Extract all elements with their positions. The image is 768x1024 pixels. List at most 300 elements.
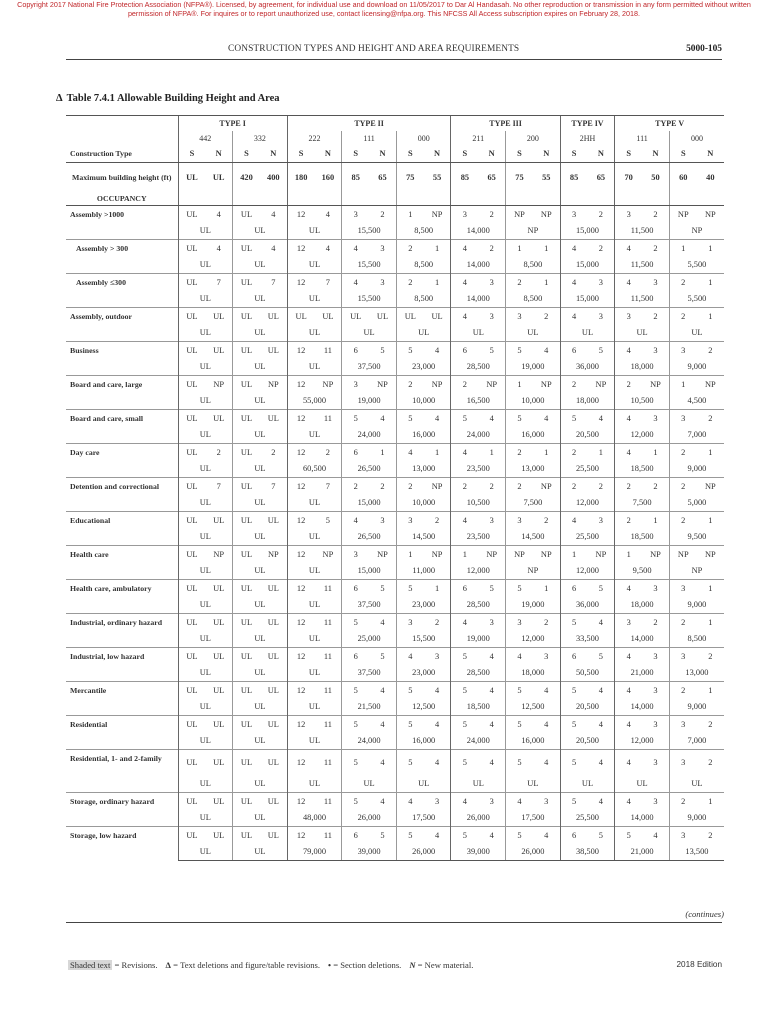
- area-cell: 18,500: [451, 699, 506, 716]
- stories-cell: UL: [233, 240, 260, 258]
- stories-cell: 2: [697, 410, 724, 428]
- stories-cell: 4: [560, 512, 587, 530]
- sn-header: N: [533, 146, 560, 163]
- empty-cell: [615, 193, 642, 206]
- stories-cell: 5: [560, 793, 587, 811]
- max-height-cell: 60: [669, 163, 696, 194]
- stories-cell: 12: [287, 750, 314, 777]
- stories-cell: 4: [506, 648, 533, 666]
- stories-cell: 2: [396, 240, 423, 258]
- empty-cell: [369, 193, 396, 206]
- occupancy-stories-row: [66, 716, 724, 734]
- area-cell: 5,500: [669, 257, 724, 274]
- stories-cell: NP: [669, 206, 696, 224]
- area-cell: 12,500: [506, 699, 561, 716]
- max-height-cell: 75: [396, 163, 423, 194]
- stories-cell: NP: [315, 376, 342, 394]
- stories-cell: UL: [233, 478, 260, 496]
- stories-cell: 4: [451, 512, 478, 530]
- subtype-header: 211: [451, 131, 506, 146]
- stories-cell: 3: [615, 206, 642, 224]
- stories-cell: 4: [615, 716, 642, 734]
- subtype-header: 2HH: [560, 131, 615, 146]
- stories-cell: 5: [342, 682, 369, 700]
- area-cell: UL: [287, 325, 342, 342]
- empty-cell: [560, 193, 587, 206]
- height-area-table-container: [66, 115, 724, 861]
- stories-cell: UL: [178, 827, 205, 845]
- stories-cell: 4: [342, 512, 369, 530]
- area-cell: 18,500: [615, 529, 670, 546]
- stories-cell: 4: [369, 716, 396, 734]
- stories-cell: 4: [260, 240, 287, 258]
- stories-cell: 2: [506, 274, 533, 292]
- subtype-row: [66, 131, 724, 146]
- occupancy-name: Storage, low hazard: [66, 827, 178, 861]
- stories-cell: 2: [587, 478, 614, 496]
- stories-cell: UL: [233, 410, 260, 428]
- stories-cell: 1: [560, 546, 587, 564]
- stories-cell: 12: [287, 410, 314, 428]
- stories-cell: 3: [506, 308, 533, 326]
- stories-cell: 3: [451, 206, 478, 224]
- stories-cell: 5: [560, 716, 587, 734]
- sn-header: S: [233, 146, 260, 163]
- area-cell: UL: [287, 529, 342, 546]
- sn-header: S: [396, 146, 423, 163]
- stories-cell: NP: [587, 546, 614, 564]
- area-cell: 55,000: [287, 393, 342, 410]
- stories-cell: 5: [396, 342, 423, 360]
- stories-cell: 3: [587, 308, 614, 326]
- stories-cell: 2: [697, 716, 724, 734]
- max-height-cell: 70: [615, 163, 642, 194]
- occupancy-stories-row: [66, 827, 724, 845]
- area-cell: UL: [178, 257, 233, 274]
- stories-cell: NP: [533, 206, 560, 224]
- area-cell: UL: [560, 776, 615, 793]
- max-height-cell: 420: [233, 163, 260, 194]
- area-cell: 10,000: [396, 393, 451, 410]
- stories-cell: 1: [697, 682, 724, 700]
- area-cell: 4,500: [669, 393, 724, 410]
- stories-cell: 1: [697, 580, 724, 598]
- area-cell: 19,000: [506, 359, 561, 376]
- stories-cell: 3: [669, 342, 696, 360]
- stories-cell: 3: [506, 614, 533, 632]
- stories-cell: 2: [615, 478, 642, 496]
- area-cell: UL: [287, 776, 342, 793]
- area-cell: 24,000: [451, 427, 506, 444]
- occupancy-stories-row: [66, 793, 724, 811]
- stories-cell: UL: [178, 512, 205, 530]
- stories-cell: 5: [506, 410, 533, 428]
- occupancy-name: Educational: [66, 512, 178, 546]
- stories-cell: NP: [669, 546, 696, 564]
- area-cell: 19,000: [342, 393, 397, 410]
- stories-cell: 4: [396, 793, 423, 811]
- stories-cell: 2: [669, 682, 696, 700]
- stories-cell: 1: [369, 444, 396, 462]
- stories-cell: 4: [642, 827, 669, 845]
- stories-cell: 2: [642, 614, 669, 632]
- stories-cell: 1: [669, 376, 696, 394]
- area-cell: UL: [178, 427, 233, 444]
- occupancy-name: Health care, ambulatory: [66, 580, 178, 614]
- stories-cell: 3: [642, 682, 669, 700]
- subtype-header: 222: [287, 131, 342, 146]
- stories-cell: 7: [315, 274, 342, 292]
- stories-cell: UL: [233, 716, 260, 734]
- occupancy-stories-row: [66, 750, 724, 777]
- occupancy-name: Assembly >1000: [66, 206, 178, 240]
- stories-cell: 3: [642, 716, 669, 734]
- stories-cell: 7: [315, 478, 342, 496]
- max-height-cell: 75: [506, 163, 533, 194]
- area-cell: 18,000: [560, 393, 615, 410]
- type-group-header: TYPE IV: [560, 116, 615, 132]
- area-cell: 20,500: [560, 733, 615, 750]
- stories-cell: 7: [260, 274, 287, 292]
- stories-cell: 2: [669, 444, 696, 462]
- stories-cell: NP: [697, 206, 724, 224]
- stories-cell: 5: [506, 342, 533, 360]
- stories-cell: 1: [533, 274, 560, 292]
- stories-cell: 4: [396, 648, 423, 666]
- max-height-cell: 180: [287, 163, 314, 194]
- stories-cell: 5: [342, 793, 369, 811]
- area-cell: 7,500: [615, 495, 670, 512]
- subtype-header: 000: [669, 131, 724, 146]
- area-cell: 8,500: [669, 631, 724, 648]
- stories-cell: UL: [205, 410, 232, 428]
- area-cell: 36,000: [560, 359, 615, 376]
- area-cell: 24,000: [451, 733, 506, 750]
- area-cell: 15,000: [560, 291, 615, 308]
- stories-cell: UL: [260, 682, 287, 700]
- stories-cell: 3: [369, 240, 396, 258]
- stories-cell: 12: [287, 648, 314, 666]
- max-height-cell: 400: [267, 173, 280, 182]
- area-cell: UL: [178, 810, 233, 827]
- area-cell: 15,500: [342, 223, 397, 240]
- stories-cell: 3: [615, 308, 642, 326]
- stories-cell: NP: [424, 546, 451, 564]
- stories-cell: 4: [396, 444, 423, 462]
- empty-cell: [342, 193, 369, 206]
- stories-cell: 4: [424, 682, 451, 700]
- stories-cell: 4: [533, 750, 560, 777]
- stories-cell: 4: [342, 240, 369, 258]
- area-cell: UL: [669, 325, 724, 342]
- stories-cell: 5: [342, 750, 369, 777]
- sn-header: S: [287, 146, 314, 163]
- sn-header: S: [178, 146, 205, 163]
- stories-cell: UL: [205, 648, 232, 666]
- stories-cell: UL: [178, 308, 205, 326]
- stories-cell: 12: [287, 274, 314, 292]
- area-cell: 26,500: [342, 529, 397, 546]
- stories-cell: 2: [642, 478, 669, 496]
- stories-cell: NP: [260, 546, 287, 564]
- stories-cell: UL: [233, 512, 260, 530]
- area-cell: 15,000: [342, 495, 397, 512]
- stories-cell: 12: [287, 376, 314, 394]
- max-height-cell: 40: [706, 173, 715, 182]
- stories-cell: UL: [342, 308, 369, 326]
- stories-cell: UL: [260, 308, 287, 326]
- stories-cell: NP: [533, 478, 560, 496]
- area-cell: UL: [233, 325, 288, 342]
- stories-cell: 1: [697, 614, 724, 632]
- area-cell: 38,500: [560, 844, 615, 861]
- empty-cell: [533, 193, 560, 206]
- sn-header: N: [260, 146, 287, 163]
- stories-cell: NP: [697, 546, 724, 564]
- stories-cell: 2: [369, 478, 396, 496]
- stories-cell: UL: [233, 648, 260, 666]
- stories-cell: 4: [369, 682, 396, 700]
- stories-cell: 1: [451, 546, 478, 564]
- stories-cell: 4: [587, 793, 614, 811]
- subtype-header: 332: [233, 131, 288, 146]
- area-cell: UL: [178, 776, 233, 793]
- area-cell: UL: [396, 325, 451, 342]
- stories-cell: 4: [533, 682, 560, 700]
- delta-icon: Δ: [165, 960, 171, 970]
- occupancy-name: Industrial, ordinary hazard: [66, 614, 178, 648]
- area-cell: UL: [178, 495, 233, 512]
- area-cell: 16,000: [396, 733, 451, 750]
- stories-cell: UL: [233, 793, 260, 811]
- area-cell: 23,000: [396, 359, 451, 376]
- stories-cell: 11: [315, 827, 342, 845]
- stories-cell: 2: [587, 206, 614, 224]
- stories-cell: 3: [478, 308, 505, 326]
- stories-cell: NP: [369, 546, 396, 564]
- occupancy-name: Assembly, outdoor: [66, 308, 178, 342]
- stories-cell: 3: [478, 793, 505, 811]
- stories-cell: NP: [424, 376, 451, 394]
- area-cell: 16,000: [506, 427, 561, 444]
- area-cell: UL: [669, 776, 724, 793]
- stories-cell: 5: [396, 750, 423, 777]
- stories-cell: UL: [178, 240, 205, 258]
- stories-cell: 12: [287, 580, 314, 598]
- area-cell: UL: [178, 844, 233, 861]
- stories-cell: 3: [587, 274, 614, 292]
- area-cell: 16,000: [396, 427, 451, 444]
- empty-cell: [178, 193, 205, 206]
- stories-cell: 2: [697, 648, 724, 666]
- area-cell: 24,000: [342, 733, 397, 750]
- stories-cell: 7: [205, 274, 232, 292]
- empty-cell: [697, 193, 724, 206]
- area-cell: 21,000: [615, 844, 670, 861]
- area-cell: UL: [451, 325, 506, 342]
- area-cell: UL: [560, 325, 615, 342]
- area-cell: UL: [287, 427, 342, 444]
- stories-cell: 3: [396, 614, 423, 632]
- stories-cell: 2: [424, 512, 451, 530]
- stories-cell: 2: [396, 478, 423, 496]
- area-cell: 26,000: [451, 810, 506, 827]
- area-cell: 12,000: [451, 563, 506, 580]
- stories-cell: 5: [396, 827, 423, 845]
- occupancy-stories-row: [66, 308, 724, 326]
- occupancy-stories-row: [66, 580, 724, 598]
- stories-cell: 4: [615, 750, 642, 777]
- area-cell: 11,500: [615, 223, 670, 240]
- max-height-cell: 85: [560, 163, 587, 194]
- area-cell: 25,000: [342, 631, 397, 648]
- sn-header: N: [424, 146, 451, 163]
- stories-cell: 6: [560, 648, 587, 666]
- stories-cell: 6: [342, 342, 369, 360]
- stories-cell: UL: [178, 580, 205, 598]
- area-cell: UL: [287, 291, 342, 308]
- stories-cell: 3: [533, 648, 560, 666]
- stories-cell: 1: [697, 274, 724, 292]
- area-cell: 28,500: [451, 597, 506, 614]
- stories-cell: UL: [178, 376, 205, 394]
- stories-cell: UL: [233, 342, 260, 360]
- stories-cell: 3: [642, 342, 669, 360]
- stories-cell: 2: [560, 478, 587, 496]
- stories-cell: 3: [478, 274, 505, 292]
- sn-header: S: [506, 146, 533, 163]
- area-cell: 33,500: [560, 631, 615, 648]
- stories-cell: 3: [642, 410, 669, 428]
- stories-cell: UL: [178, 716, 205, 734]
- stories-cell: UL: [260, 648, 287, 666]
- stories-cell: 1: [424, 580, 451, 598]
- area-cell: 11,500: [615, 291, 670, 308]
- stories-cell: 3: [669, 750, 696, 777]
- stories-cell: 4: [560, 274, 587, 292]
- stories-cell: NP: [424, 478, 451, 496]
- stories-cell: 12: [287, 793, 314, 811]
- occupancy-stories-row: [66, 444, 724, 462]
- stories-cell: 1: [424, 444, 451, 462]
- stories-cell: 2: [478, 240, 505, 258]
- area-cell: 14,000: [451, 257, 506, 274]
- stories-cell: NP: [424, 206, 451, 224]
- area-cell: 23,500: [451, 529, 506, 546]
- delta-text: = Text deletions and figure/table revisions.: [170, 960, 321, 970]
- max-height-cell: 50: [651, 173, 660, 182]
- stories-cell: 4: [560, 308, 587, 326]
- stories-cell: UL: [205, 716, 232, 734]
- area-cell: 14,000: [615, 699, 670, 716]
- area-cell: 23,000: [396, 665, 451, 682]
- area-cell: UL: [396, 776, 451, 793]
- stories-cell: 12: [287, 827, 314, 845]
- stories-cell: 4: [615, 444, 642, 462]
- stories-cell: 2: [205, 444, 232, 462]
- area-cell: UL: [506, 325, 561, 342]
- stories-cell: 5: [451, 648, 478, 666]
- area-cell: 25,500: [560, 810, 615, 827]
- stories-cell: 12: [287, 342, 314, 360]
- stories-cell: 4: [369, 614, 396, 632]
- stories-cell: 4: [369, 793, 396, 811]
- occupancy-stories-row: [66, 682, 724, 700]
- area-cell: 8,500: [506, 291, 561, 308]
- stories-cell: 12: [287, 512, 314, 530]
- area-cell: 28,500: [451, 665, 506, 682]
- bullet-icon: •: [328, 960, 332, 970]
- area-cell: 25,500: [560, 529, 615, 546]
- stories-cell: UL: [233, 546, 260, 564]
- area-cell: UL: [233, 291, 288, 308]
- area-cell: UL: [178, 699, 233, 716]
- area-cell: 20,500: [560, 699, 615, 716]
- stories-cell: 3: [642, 793, 669, 811]
- type-group-header: TYPE II: [287, 116, 451, 132]
- stories-cell: 4: [615, 240, 642, 258]
- footer-rule: [66, 922, 722, 923]
- stories-cell: UL: [260, 410, 287, 428]
- stories-cell: 5: [560, 682, 587, 700]
- area-cell: 14,000: [451, 223, 506, 240]
- stories-cell: UL: [178, 546, 205, 564]
- area-cell: 26,500: [342, 461, 397, 478]
- stories-cell: 11: [315, 793, 342, 811]
- stories-cell: NP: [697, 478, 724, 496]
- empty-cell: [396, 193, 423, 206]
- max-height-cell: 55: [542, 173, 551, 182]
- area-cell: UL: [287, 495, 342, 512]
- stories-cell: 5: [560, 614, 587, 632]
- stories-cell: UL: [178, 206, 205, 224]
- area-cell: 39,000: [342, 844, 397, 861]
- stories-cell: 2: [396, 274, 423, 292]
- stories-cell: 5: [396, 410, 423, 428]
- area-cell: UL: [178, 665, 233, 682]
- stories-cell: 4: [478, 827, 505, 845]
- stories-cell: 3: [478, 512, 505, 530]
- area-cell: UL: [233, 359, 288, 376]
- stories-cell: 5: [506, 682, 533, 700]
- new-material-text: = New material.: [415, 960, 474, 970]
- stories-cell: 1: [587, 444, 614, 462]
- area-cell: 21,500: [342, 699, 397, 716]
- area-cell: NP: [506, 563, 561, 580]
- area-cell: 9,000: [669, 597, 724, 614]
- stories-cell: 3: [669, 648, 696, 666]
- max-height-cell: UL: [178, 163, 205, 194]
- stories-cell: 2: [560, 444, 587, 462]
- sn-header: S: [342, 146, 369, 163]
- stories-cell: 4: [451, 444, 478, 462]
- stories-cell: UL: [260, 614, 287, 632]
- stories-cell: 4: [451, 274, 478, 292]
- occupancy-name: Assembly > 300: [66, 240, 178, 274]
- stories-cell: 12: [287, 614, 314, 632]
- occupancy-name: Business: [66, 342, 178, 376]
- occupancy-stories-row: [66, 206, 724, 224]
- area-cell: 26,000: [342, 810, 397, 827]
- area-cell: 48,000: [287, 810, 342, 827]
- stories-cell: UL: [260, 827, 287, 845]
- stories-cell: UL: [178, 648, 205, 666]
- stories-cell: UL: [396, 308, 423, 326]
- occupancy-row: [66, 193, 724, 206]
- copyright-notice: Copyright 2017 National Fire Protection Association (NFPA®). Licensed, by agreement, for individual use and download on 11/05/2017 to Dar Al Handasah. No other reproduction or transmission in any form permitted without written permission of NFPA®. For inquires or to report unauthorized use, contact licensing@nfpa.org. This NFCSS All Access subscription expires on February 28, 2018.: [17, 0, 751, 18]
- stories-cell: 5: [451, 716, 478, 734]
- area-cell: 15,000: [560, 257, 615, 274]
